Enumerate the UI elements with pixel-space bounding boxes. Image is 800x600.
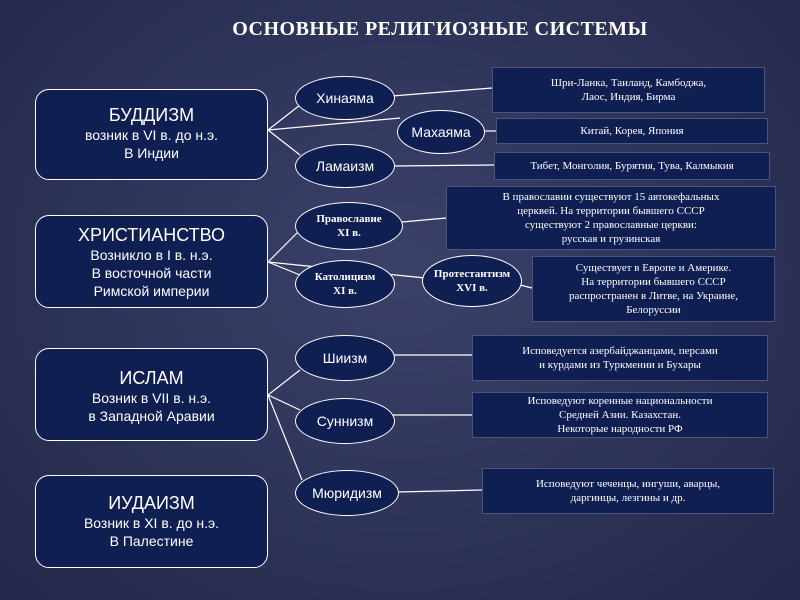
religion-name: ИСЛАМ (119, 368, 184, 388)
branch-label: Православие (316, 213, 382, 225)
info-line: Исповедуется азербайджанцами, персами (522, 345, 718, 357)
connector-lamaism-info (392, 165, 494, 166)
religion-judaism (35, 475, 268, 568)
info-line: распространен в Литве, на Украине, (568, 290, 739, 302)
branch-century: XVI в. (456, 282, 488, 294)
connector-islam-shiism (268, 370, 300, 395)
religion-name: ИУДАИЗМ (108, 493, 195, 513)
connector-hinayana-info (392, 88, 492, 96)
branch-muridism (295, 470, 399, 516)
religion-origin: Возник в XI в. до н.э. (83, 515, 220, 531)
info-line: и курдами из Туркмении и Бухары (539, 359, 701, 371)
branch-label: Хинаяма (316, 90, 374, 106)
religion-origin: Возник в VII в. н.э. (91, 390, 212, 406)
religion-origin: возник в VI в. до н.э. (84, 127, 219, 143)
info-line: Существует в Европе и Америке. (575, 262, 732, 274)
page-title: ОСНОВНЫЕ РЕЛИГИОЗНЫЕ СИСТЕМЫ (232, 18, 648, 40)
info-line: Лаос, Индия, Бирма (581, 91, 676, 103)
info-mahayana (496, 118, 768, 144)
branch-hinayana (295, 76, 395, 120)
branch-protestantism (422, 255, 522, 307)
info-line: Средней Азии. Казахстан. (559, 409, 681, 421)
info-orthodoxy (446, 186, 776, 250)
religion-place: В Индии (124, 145, 179, 161)
info-lamaism (494, 152, 770, 180)
branch-lamaism (295, 144, 395, 188)
religion-islam (35, 348, 268, 441)
branch-label: Мюридизм (312, 485, 382, 501)
info-line: Тибет, Монголия, Бурятия, Тува, Калмыкия (530, 160, 734, 172)
connector-muridism-info (398, 490, 482, 492)
info-line: русская и грузинская (561, 233, 661, 245)
branch-label: Шиизм (322, 350, 368, 366)
branch-century: XI в. (333, 285, 357, 297)
branch-shiism (295, 335, 395, 381)
religion-christianity (35, 215, 268, 308)
branch-mahayana (397, 110, 485, 154)
info-sunnism (472, 392, 768, 438)
branch-label: Католицизм (314, 271, 376, 283)
branch-label: Махаяма (411, 124, 471, 140)
info-line: На территории бывшего СССР (581, 276, 726, 288)
branch-sunnism (295, 398, 395, 444)
connector-buddhism-lamaism (268, 130, 300, 155)
info-shiism (472, 335, 768, 381)
info-line: существуют 2 православные церкви: (524, 219, 698, 231)
info-muridism (482, 468, 774, 514)
branch-catholicism (295, 260, 395, 308)
connector-buddhism-hinayana (268, 105, 300, 130)
religion-name: БУДДИЗМ (108, 105, 195, 125)
branch-century: XI в. (337, 227, 361, 239)
connector-orthodoxy-info (402, 218, 446, 222)
connector-buddhism-mahayana (268, 118, 400, 130)
info-hinayana (492, 67, 765, 113)
religion-place: Римской империи (93, 283, 210, 299)
info-line: Белоруссии (626, 304, 681, 316)
info-line: Исповедуют коренные национальности (527, 395, 713, 407)
connector-islam-muridism (268, 395, 302, 480)
religion-buddhism (35, 89, 268, 180)
religion-origin: Возникло в I в. н.э. (90, 247, 213, 263)
branch-label: Протестантизм (433, 268, 511, 280)
branch-orthodoxy (295, 202, 403, 250)
branch-label: Ламаизм (315, 158, 375, 174)
info-line: даргинцы, лезгины и др. (570, 492, 686, 504)
info-line: церквей. На территории бывшего СССР (517, 205, 705, 217)
info-line: Исповедуют чеченцы, ингуши, аварцы, (535, 478, 720, 490)
religion-place: В Палестине (109, 533, 194, 549)
info-line: Китай, Корея, Япония (580, 125, 684, 137)
religion-place: в Западной Аравии (88, 408, 215, 424)
info-protestantism (532, 256, 775, 322)
connector-protestantism-info (520, 285, 532, 288)
info-line: Некоторые народности РФ (557, 423, 683, 435)
connector-christianity-orthodoxy (268, 230, 300, 262)
branch-label: Суннизм (316, 413, 374, 429)
religion-place: В восточной части (91, 265, 212, 281)
info-line: В православии существуют 15 автокефальных (502, 191, 720, 203)
religion-name: ХРИСТИАНСТВО (77, 225, 226, 245)
info-line: Шри-Ланка, Таиланд, Камбоджа, (550, 77, 707, 89)
